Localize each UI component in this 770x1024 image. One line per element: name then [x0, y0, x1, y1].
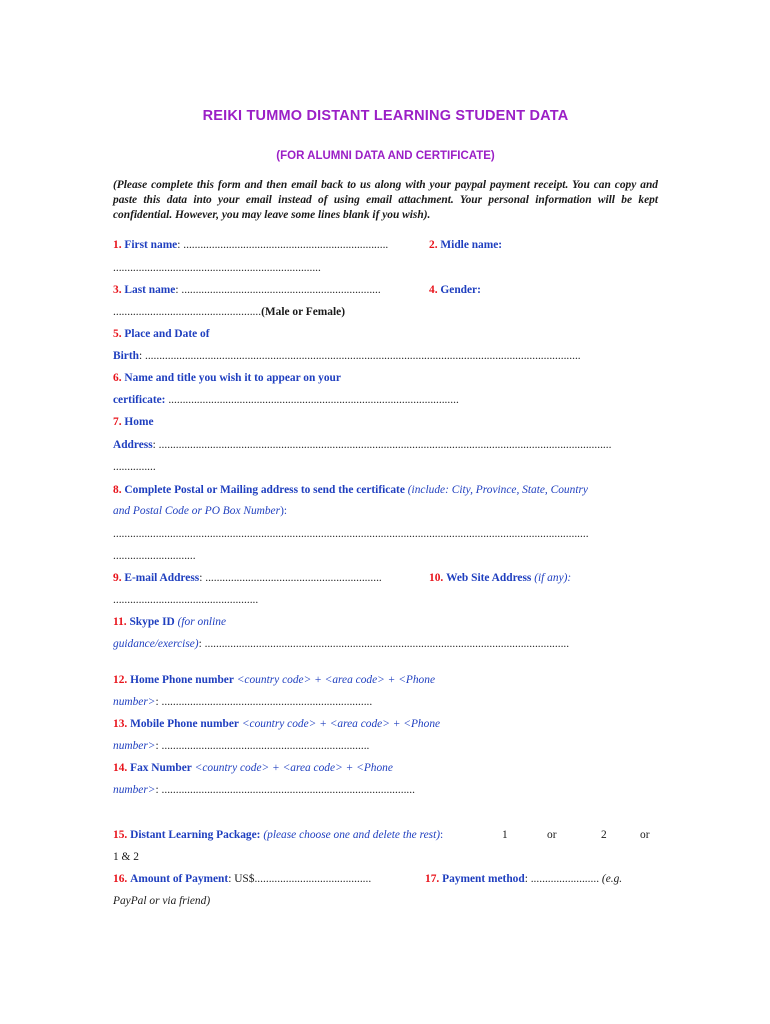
field-mobile-phone: [113, 717, 440, 732]
field-number: 3.: [113, 284, 122, 296]
field-label: Amount of Payment: [130, 873, 229, 885]
package-option-2[interactable]: 2: [601, 829, 607, 841]
fill-line: ...................................................: [113, 594, 259, 606]
fill-line: : ...............................................................................................................................................................: [152, 439, 612, 451]
field-number: 9.: [113, 572, 122, 584]
field-skype: [113, 615, 226, 630]
birth-fill[interactable]: [113, 349, 581, 364]
field-hint: (please choose one and delete the rest): [263, 829, 441, 841]
field-number: 10.: [429, 572, 444, 584]
field-hint: and Postal Code or PO Box Number: [113, 505, 281, 517]
fill-line: : ........................: [524, 873, 600, 885]
field-label: Gender: [440, 284, 478, 296]
field-hint: (include: City, Province, State, Country: [407, 484, 588, 496]
fill-line: .........................................................................: [113, 262, 321, 274]
fax-fill[interactable]: [113, 783, 415, 798]
field-hint: (e.g.: [601, 873, 623, 885]
field-place-date-birth: [113, 327, 210, 342]
field-label: First name: [124, 239, 178, 251]
field-label: certificate:: [113, 394, 166, 406]
mobile-phone-fill[interactable]: [113, 739, 369, 754]
field-label: Skype ID: [129, 616, 175, 628]
field-number: 14.: [113, 762, 128, 774]
fill-line: : ................................................................................................................................: [198, 638, 570, 650]
field-label: Web Site Address: [446, 572, 532, 584]
postal-address-hint: [113, 504, 287, 519]
field-last-name[interactable]: [113, 283, 381, 298]
field-gender[interactable]: [429, 283, 481, 298]
gender-fill[interactable]: [113, 305, 345, 320]
field-tail: :: [440, 829, 444, 841]
field-label: E-mail Address: [124, 572, 200, 584]
fill-line: : ......................................................................: [175, 284, 381, 296]
package-or-1: or: [547, 829, 557, 841]
field-number: 2.: [429, 239, 438, 251]
field-hint: number>: [113, 740, 156, 752]
field-website[interactable]: [429, 571, 571, 586]
field-label: Place and Date of: [124, 328, 210, 340]
field-number: 1.: [113, 239, 122, 251]
package-option-1[interactable]: 1: [502, 829, 508, 841]
field-number: 8.: [113, 484, 122, 496]
field-fax: [113, 761, 393, 776]
field-number: 13.: [113, 718, 128, 730]
field-hint: number>: [113, 784, 156, 796]
field-colon: :: [477, 284, 481, 296]
field-label: Distant Learning Package:: [130, 829, 261, 841]
fill-line: : ..........................................................................: [155, 696, 373, 708]
field-home-phone: [113, 673, 435, 688]
field-number: 16.: [113, 873, 128, 885]
fill-line: : .........................................................................................: [155, 784, 415, 796]
website-fill[interactable]: [113, 593, 258, 608]
field-hint: (for online: [177, 616, 226, 628]
field-label: Name and title you wish it to appear on your: [124, 372, 341, 384]
field-amount[interactable]: [113, 872, 371, 887]
middle-name-fill[interactable]: [113, 261, 321, 276]
address-fill[interactable]: [113, 438, 611, 453]
field-tail: ):: [280, 505, 288, 517]
field-number: 12.: [113, 674, 128, 686]
field-number: 7.: [113, 416, 122, 428]
field-label: Address: [113, 439, 153, 451]
field-hint: guidance/exercise): [113, 638, 199, 650]
field-label: Home: [124, 416, 154, 428]
fill-line: ....................................................: [113, 306, 262, 318]
intro-paragraph: (Please complete this form and then email back to us along with your paypal payment receipt. You can copy and paste this data into your email instead of using email attachment. Your personal information will be kept confidential. However, you may leave some lines blank if you wish).: [113, 179, 658, 221]
field-number: 15.: [113, 829, 128, 841]
field-hint: (if any):: [534, 572, 572, 584]
home-phone-fill[interactable]: [113, 695, 372, 710]
field-number: 6.: [113, 372, 122, 384]
field-postal-address: [113, 483, 588, 498]
fill-line: .......................................................................................................................................................................: [113, 528, 589, 540]
field-home-address: [113, 415, 154, 430]
field-first-name[interactable]: [113, 238, 388, 253]
field-label: Last name: [124, 284, 176, 296]
fill-line: ...............: [113, 461, 156, 473]
field-hint: PayPal or via friend): [113, 895, 211, 907]
field-label: Payment method: [442, 873, 525, 885]
field-hint: <country code> + <area code> + <Phone: [241, 718, 441, 730]
skype-fill[interactable]: [113, 637, 569, 652]
field-hint: <country code> + <area code> + <Phone: [194, 762, 393, 774]
postal-fill-continued[interactable]: [113, 549, 196, 564]
field-number: 17.: [425, 873, 440, 885]
payment-method-hint: [113, 894, 210, 909]
fill-line: : ..............................................................: [199, 572, 382, 584]
page-subtitle: (FOR ALUMNI DATA AND CERTIFICATE): [276, 150, 495, 162]
fill-line: : .........................................................................: [155, 740, 370, 752]
fill-line: ......................................................................................................: [165, 394, 459, 406]
field-hint: (Male or Female): [261, 306, 345, 318]
field-label: Fax Number: [130, 762, 192, 774]
page-title: REIKI TUMMO DISTANT LEARNING STUDENT DATA: [202, 108, 569, 124]
field-hint: number>: [113, 696, 156, 708]
certificate-fill[interactable]: [113, 393, 459, 408]
field-middle-name[interactable]: [429, 238, 502, 253]
field-number: 11.: [113, 616, 127, 628]
field-package: [113, 828, 443, 843]
field-hint: <country code> + <area code> + <Phone: [236, 674, 435, 686]
field-email[interactable]: [113, 571, 382, 586]
address-fill-continued[interactable]: [113, 460, 156, 475]
field-label: Home Phone number: [130, 674, 234, 686]
fill-line: : .........................................................................................................................................................: [138, 350, 581, 362]
field-number: 4.: [429, 284, 438, 296]
package-option-both[interactable]: 1 & 2: [113, 851, 139, 863]
fill-line: .............................: [113, 550, 196, 562]
fill-line: : ........................................................................: [177, 239, 389, 251]
fill-line: : US$.........................................: [228, 873, 372, 885]
field-label: Complete Postal or Mailing address to send the certificate: [124, 484, 405, 496]
field-label: Mobile Phone number: [130, 718, 239, 730]
field-payment-method[interactable]: [425, 872, 622, 887]
package-or-2: or: [640, 829, 650, 841]
field-label: Midle name:: [440, 239, 503, 251]
postal-fill[interactable]: [113, 527, 589, 542]
field-number: 5.: [113, 328, 122, 340]
field-label: Birth: [113, 350, 139, 362]
field-certificate-name: [113, 371, 341, 386]
